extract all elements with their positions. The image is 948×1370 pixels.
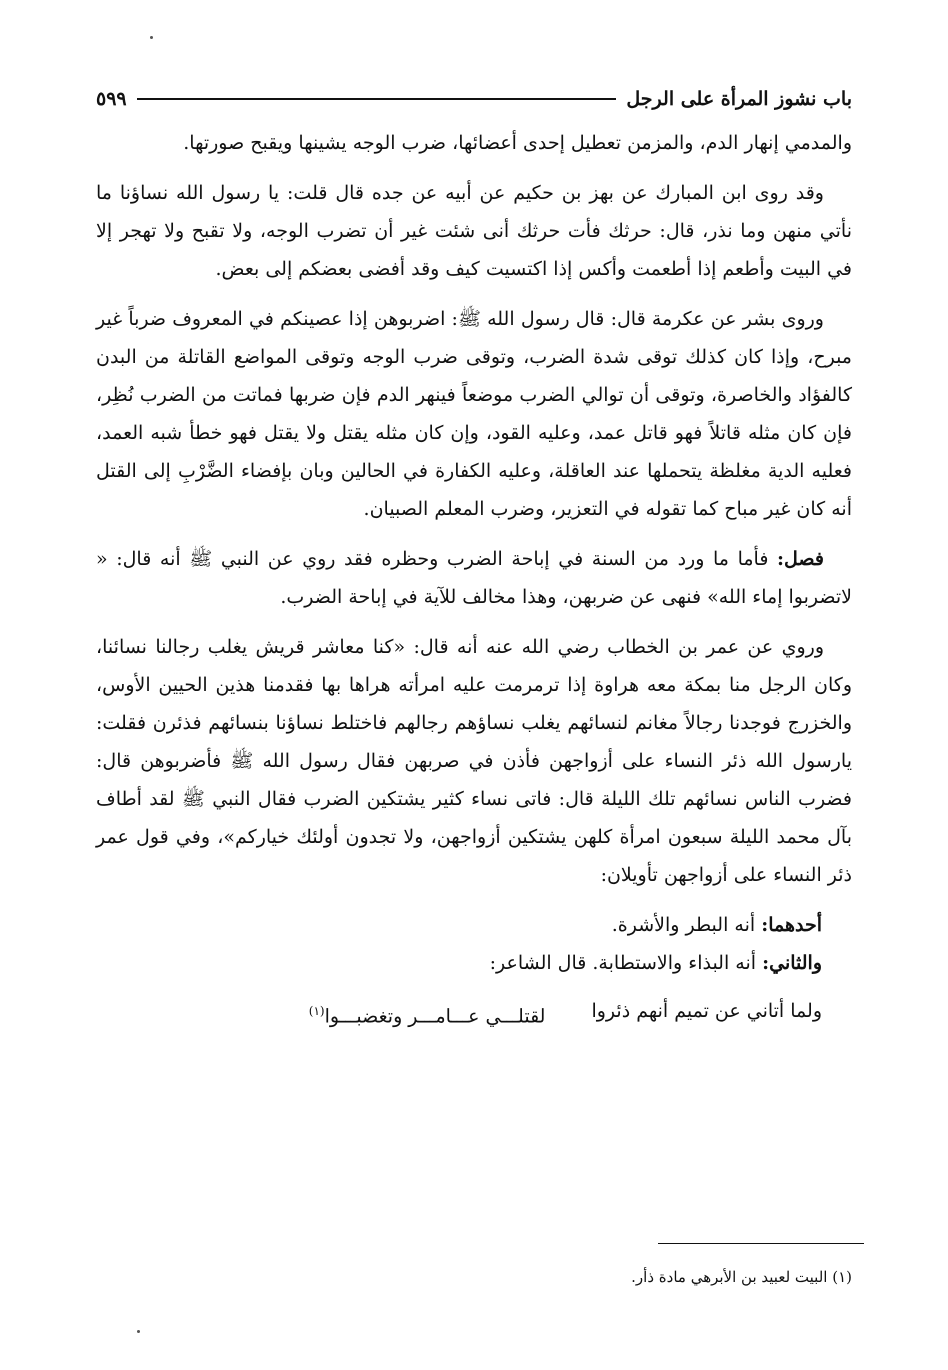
running-header <box>96 84 852 114</box>
list-item-second <box>96 944 852 982</box>
list-text-second: أنه البذاء والاستطابة. قال الشاعر: <box>489 952 763 974</box>
body-text <box>96 124 852 1035</box>
paragraph-4 <box>96 540 852 616</box>
scan-speck <box>150 36 153 39</box>
footnote-text: البيت لعبيد بن الأبرهي مادة ذأر. <box>631 1268 828 1286</box>
verse-second-text: لقتلـــي عـــامـــر وتغضبـــوا <box>324 1005 546 1028</box>
paragraph-3: وروى بشر عن عكرمة قال: قال رسول الله ﷺ: اضربوهن إذا عصينكم في المعروف ضرباً غير مبرح، وإذا كان كذلك توقى شدة الضرب، وتوقى ضرب الوجه وتوقى المواضع القاتلة من البدن كالفؤاد والخاصرة، وتوقى أن توالي الضرب موضعاً فينهر الدم فإن ضربها فماتت من الضرب نُظِر، فإن كان مثله قاتلاً فهو قاتل عمد، وعليه القود، وإن كان مثله يقتل ولا يقتل فهو خطأ شبه العمد، فعليه الدية مغلظة يتحملها عند العاقلة، وعليه الكفارة في الحالين وبان بإفضاء الضَّرْبِ إلى القتل أنه كان غير مباح كما تقوله في التعزير، وضرب المعلم الصبيان. <box>96 308 852 520</box>
list-item-first <box>96 906 852 944</box>
footnote-marker: (١) <box>832 1268 852 1286</box>
header-rule <box>137 98 617 100</box>
paragraph-5: وروي عن عمر بن الخطاب رضي الله عنه أنه قال: «كنا معاشر قريش يغلب رجالنا نسائنا، وكان الرجل منا بمكة معه هراوة إذا ترمرمت عليه امرأته هراها بها فقدمنا هذين الحيين الأوس، والخزرج فوجدنا رجالاً مغانم لنسائهم يغلب نساؤهم رجالهم فاختلط نساؤنا بنسائهم فذئرن فقلت: يارسول الله ذئر النساء على أزواجهن فأذن في صربهن فقال رسول الله ﷺ فأضربوهن قال: فضرب الناس نسائهم تلك الليلة قال: فاتى نساء كثير يشتكين الضرب فقال النبي ﷺ لقد أطاف بآل محمد الليلة سبعون امرأة كلهن يشتكين أزواجهن، ولا تجدون أولئك خياركم»، وفي قول عمر ذئر النساء على أزواجهن تأويلان: <box>96 636 852 886</box>
paragraph-1: والمدمي إنهار الدم، والمزمن تعطيل إحدى أعضائها، ضرب الوجه يشينها ويقبح صورتها. <box>183 132 852 154</box>
paragraph-4-text: فأما ما ورد من السنة في إباحة الضرب وحظره فقد روي عن النبي ﷺ أنه قال: « لاتضربوا إماء الله» فنهى عن ضربهن، وهذا مخالف للآية في إباحة الضرب. <box>96 548 852 608</box>
paragraph-2: وقد روى ابن المبارك عن بهز بن حكيم عن أبيه عن جده قال قلت: يا رسول الله نساؤنا ما نأتي منهن وما نذر، قال: حرثك فأت حرثك أنى شئت غير أن تضرب الوجه، ولا تقبح ولا تهجر إلا في البيت وأطعم إذا أطعمت وأكس إذا اكتسيت كيف وقد أفضى بعضكم إلى بعض. <box>96 182 852 280</box>
footnote-reference: (١) <box>308 1004 325 1018</box>
header-title: باب نشوز المرأة على الرجل <box>626 88 852 110</box>
page-number: ٥٩٩ <box>96 88 127 110</box>
list-label-second: والثاني: <box>762 952 822 974</box>
footnote <box>96 1268 852 1286</box>
verse-second-hemistich <box>309 992 546 1035</box>
section-label: فصل: <box>777 548 824 570</box>
verse-first-hemistich: ولما أتاني عن تميم أنهم ذئروا <box>591 1000 822 1022</box>
list-text-first: أنه البطر والأشرة. <box>611 914 762 936</box>
scan-speck <box>137 1330 140 1333</box>
list-label-first: أحدهما: <box>761 914 822 936</box>
poetry-verse <box>96 992 852 1035</box>
footnote-rule <box>658 1243 864 1244</box>
